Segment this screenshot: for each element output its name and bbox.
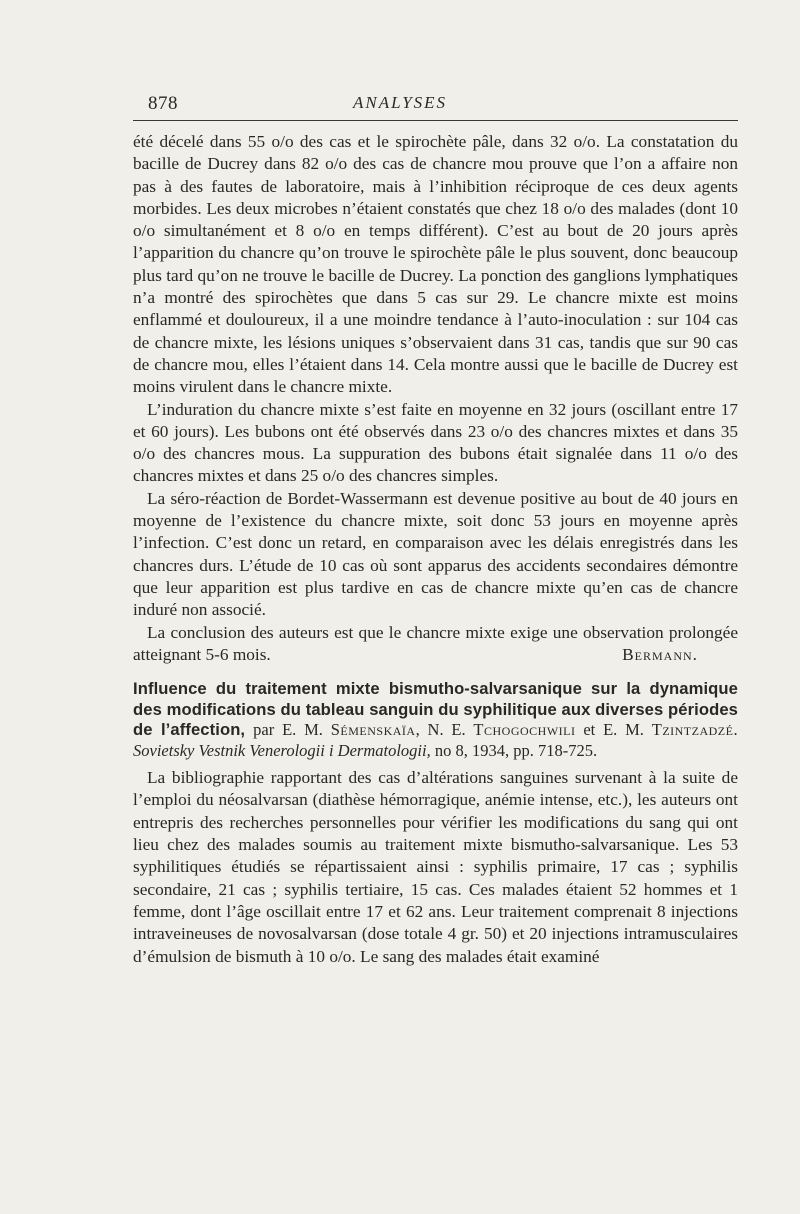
author-2-name: Tchogochwili	[473, 720, 576, 740]
page-number: 878	[148, 93, 178, 114]
reviewer-signature: Bermann.	[622, 644, 698, 664]
article-title: Influence du traitement mixte bismutho-salvarsanique sur la dynamique des modifications du tableau sanguin du syphilitique aux diverses périodes de l’affection,	[133, 679, 738, 740]
paragraph-1: été décelé dans 55 o/o des cas et le spirochète pâle, dans 32 o/o. La constatation du bacille de Ducrey dans 82 o/o des cas de chancre mou prouve que l’on a affaire non pas à des fautes de laboratoire, mais à l’inhibition réciproque de ces deux agents morbides. Les deux microbes n’étaient constatés que chez 18 o/o des malades (dont 10 o/o simultanément et 8 o/o en temps différent). C’est au bout de 20 jours après l’apparition du chancre qu’on trouve le spirochète pâle le plus souvent, donc beaucoup plus tard qu’on ne trouve le bacille de Ducrey. La ponction des ganglions lymphatiques n’a montré des spirochètes que dans 5 cas sur 29. Le chancre mixte est moins enflammé et douloureux, il a une moindre tendance à l’auto-inoculation : sur 104 cas de chancre mixte, les lésions uniques s’observaient dans 31 cas, tandis que sur 90 cas de chancre mou, elles l’étaient dans 14. Cela montre aussi que le bacille de Ducrey est moins virulent dans le chancre mixte.	[133, 132, 738, 397]
journal-name: Sovietsky Vestnik Venerologii i Dermatologii,	[133, 740, 431, 760]
author-2-initials: N. E.	[427, 720, 466, 740]
header-rule	[133, 120, 738, 121]
article-byline: par E. M. Sémenskaïa, N. E. Tchogochwili et E. M. Tzintzadzé. Sovietsky Vestnik Venerologii i Dermatologii, no 8, 1934, pp. 718-725.	[133, 720, 739, 760]
journal-issue: no 8, 1934, pp. 718-725.	[434, 740, 598, 760]
paragraph-3: La séro-réaction de Bordet-Wassermann est devenue positive au bout de 40 jours en moyenne de l’existence du chancre mixte, soit donc 53 jours en moyenne après l’infection. C’est donc un retard, en comparaison avec les délais enregistrés dans les chancres durs. L’étude de 10 cas où sont apparus des accidents secondaires démontre que leur apparition est plus tardive en cas de chancre mixte qu’en cas de chancre induré non associé.	[133, 488, 738, 620]
text-column	[133, 131, 738, 968]
author-1-initials: E. M.	[282, 720, 323, 740]
article-heading	[133, 679, 738, 761]
paragraph-5: La bibliographie rapportant des cas d’altérations sanguines survenant à la suite de l’emploi du néosalvarsan (diathèse hémorragique, anémie intense, etc.), les auteurs ont entrepris des recherches personnelles pour vérifier les modifications du sang qui ont lieu chez des malades soumis au traitement mixte bismutho-salvarsanique. Les 53 syphilitiques étudiés se répartissaient ainsi : syphilis primaire, 17 cas ; syphilis secondaire, 21 cas ; syphilis tertiaire, 15 cas. Ces malades étaient 52 hommes et 1 femme, dont l’âge oscillait entre 17 et 62 ans. Leur traitement comprenait 8 injections intraveineuses de novosalvarsan (dose totale 4 gr. 50) et 20 injections intramusculaires d’émulsion de bismuth à 10 o/o. Le sang des malades était examiné	[133, 768, 738, 966]
author-3-name: Tzintzadzé.	[651, 720, 739, 740]
byline-et: et	[583, 720, 596, 740]
paragraph-4-text: La conclusion des auteurs est que le chancre mixte exige une observation prolongée atteignant 5-6 mois.	[133, 622, 738, 664]
running-title: ANALYSES	[352, 93, 448, 112]
paragraph-2: L’induration du chancre mixte s’est faite en moyenne en 32 jours (oscillant entre 17 et 60 jours). Les bubons ont été observés dans 23 o/o des chancres mixtes et dans 35 o/o des chancres mous. La suppuration des bubons était signalée dans 11 o/o des chancres mixtes et dans 25 o/o des chancres simples.	[133, 399, 738, 486]
byline-par: par	[253, 720, 275, 740]
author-1-name: Sémenskaïa	[330, 720, 416, 740]
author-3-initials: E. M.	[603, 720, 644, 740]
paragraph-4	[133, 622, 738, 667]
